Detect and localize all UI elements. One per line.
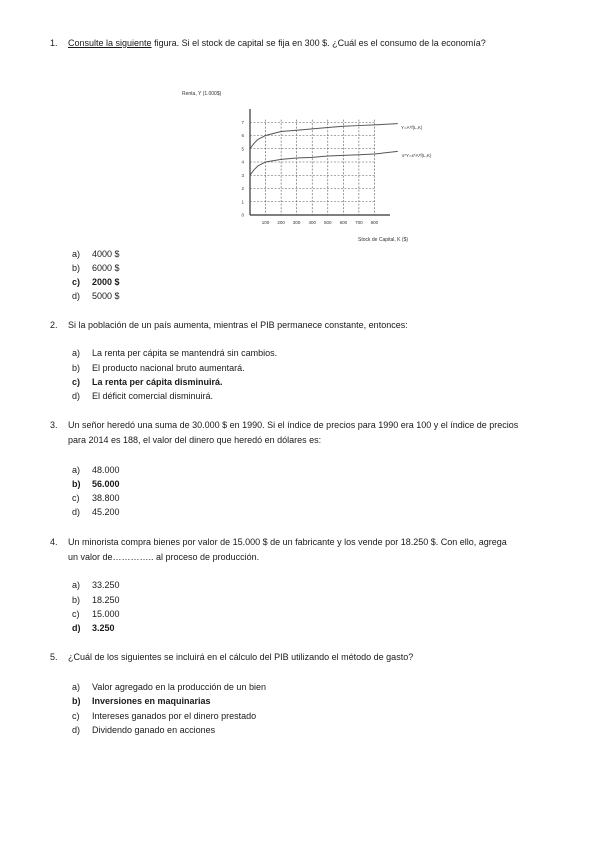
option-letter: d)	[72, 391, 81, 401]
question-text: Si la población de un país aumenta, mientras el PIB permanece constante, entonces:	[68, 320, 408, 330]
series-line-2	[250, 151, 398, 175]
option-text: Inversiones en maquinarias	[92, 696, 211, 706]
series-label-2: s*Y=s*A*f(L,K)	[402, 153, 432, 158]
q3-option-a[interactable]	[72, 463, 120, 477]
question-number: 1.	[50, 38, 58, 48]
option-text: 15.000	[92, 609, 120, 619]
q4-option-d[interactable]	[72, 621, 115, 635]
x-tick-label: 300	[292, 220, 301, 225]
x-tick-label: 700	[355, 220, 363, 225]
option-text: El déficit comercial disminuirá.	[92, 391, 214, 401]
option-letter: d)	[72, 291, 81, 301]
chart-svg	[180, 83, 450, 248]
x-tick-label: 200	[277, 220, 285, 225]
option-letter: a)	[72, 249, 81, 259]
q1-option-c[interactable]	[72, 275, 120, 289]
q3-option-d[interactable]	[72, 505, 120, 519]
question-text: ¿Cuál de los siguientes se incluirá en el cálculo del PIB utilizando el método de gasto?	[68, 652, 414, 662]
q4-option-a[interactable]	[72, 578, 120, 592]
option-letter: d)	[72, 623, 81, 633]
y-tick-label: 0	[241, 212, 244, 218]
q5-option-c[interactable]	[72, 709, 256, 723]
q4-option-b[interactable]	[72, 593, 120, 607]
option-letter: b)	[72, 595, 81, 605]
question-text-rest: figura. Si el stock de capital se fija en 300 $. ¿Cuál es el consumo de la economía?	[151, 38, 486, 48]
series-label-1: Y=A*f(L,K)	[401, 125, 423, 130]
y-tick-label: 4	[241, 159, 244, 165]
q5-option-b[interactable]	[72, 694, 211, 708]
option-text: 33.250	[92, 580, 120, 590]
option-letter: d)	[72, 725, 81, 735]
question-text	[68, 535, 548, 565]
q5-option-d[interactable]	[72, 723, 215, 737]
q2-option-b[interactable]	[72, 361, 245, 375]
question-number: 3.	[50, 420, 58, 430]
x-tick-label: 600	[339, 220, 348, 225]
option-letter: a)	[72, 465, 81, 475]
x-tick-label: 500	[324, 220, 332, 225]
option-text: 38.800	[92, 493, 120, 503]
q5-option-a[interactable]	[72, 680, 266, 694]
option-letter: c)	[72, 277, 81, 287]
option-text: La renta per cápita disminuirá.	[92, 377, 223, 387]
option-letter: b)	[72, 696, 81, 706]
option-text: 48.000	[92, 465, 120, 475]
y-tick-label: 7	[241, 119, 244, 125]
option-letter: a)	[72, 348, 81, 358]
x-axis-label: Stock de Capital, K ($)	[358, 237, 409, 243]
option-letter: d)	[72, 507, 81, 517]
question-text-line-1: Un minorista compra bienes por valor de 15.000 $ de un fabricante y los vende por 18.250 $. Con ello, agrega	[68, 537, 507, 547]
q4-option-c[interactable]	[72, 607, 120, 621]
y-tick-label: 2	[241, 186, 244, 191]
option-text: 56.000	[92, 479, 120, 489]
option-text: 5000 $	[92, 291, 120, 301]
option-letter: c)	[72, 493, 80, 503]
y-tick-label: 3	[241, 172, 244, 178]
option-text: Intereses ganados por el dinero prestado	[92, 711, 257, 721]
option-letter: c)	[72, 377, 81, 387]
y-axis-label: Renta, Y (1.000$)	[182, 91, 222, 97]
q3-option-c[interactable]	[72, 491, 120, 505]
question-text-line-2: un valor de………….. al proceso de producción.	[68, 552, 260, 562]
option-text: 18.250	[92, 595, 120, 605]
x-tick-label: 100	[261, 220, 270, 225]
underlined-text: Consulte la siguiente	[68, 38, 152, 48]
option-text: El producto nacional bruto aumentará.	[92, 363, 245, 373]
option-text: Valor agregado en la producción de un bien	[92, 682, 266, 692]
option-letter: a)	[72, 682, 81, 692]
option-text: 4000 $	[92, 249, 120, 259]
q3-option-b[interactable]	[72, 477, 120, 491]
option-text: 45.200	[92, 507, 120, 517]
q2-option-d[interactable]	[72, 389, 213, 403]
question-text-line-1: Un señor heredó una suma de 30.000 $ en 1990. Si el índice de precios para 1990 era 100 y el índice de precios	[68, 420, 519, 430]
series-line-1	[250, 124, 398, 149]
q2-option-a[interactable]	[72, 346, 277, 360]
option-text: Dividendo ganado en acciones	[92, 725, 216, 735]
q1-option-b[interactable]	[72, 261, 120, 275]
x-tick-label: 400	[308, 220, 316, 225]
q2-option-c[interactable]	[72, 375, 223, 389]
question-number: 5.	[50, 652, 58, 662]
option-text: La renta per cápita se mantendrá sin cambios.	[92, 348, 278, 358]
option-text: 2000 $	[92, 277, 120, 287]
question-text	[68, 418, 548, 448]
option-letter: c)	[72, 711, 80, 721]
question-text	[68, 36, 548, 51]
q1-option-a[interactable]	[72, 247, 120, 261]
option-text: 6000 $	[92, 263, 120, 273]
question-number: 4.	[50, 537, 58, 547]
option-text: 3.250	[92, 623, 115, 633]
question-text-line-2: para 2014 es 188, el valor del dinero que heredó en dólares es:	[68, 435, 322, 445]
question-number: 2.	[50, 320, 58, 330]
option-letter: a)	[72, 580, 81, 590]
option-letter: b)	[72, 263, 81, 273]
y-tick-label: 5	[241, 146, 244, 152]
option-letter: b)	[72, 479, 81, 489]
y-tick-label: 1	[241, 199, 244, 205]
option-letter: b)	[72, 363, 81, 373]
capital-income-chart	[180, 83, 450, 248]
option-letter: c)	[72, 609, 80, 619]
y-tick-label: 6	[241, 133, 244, 138]
q1-option-d[interactable]	[72, 289, 120, 303]
x-tick-label: 800	[370, 220, 379, 225]
